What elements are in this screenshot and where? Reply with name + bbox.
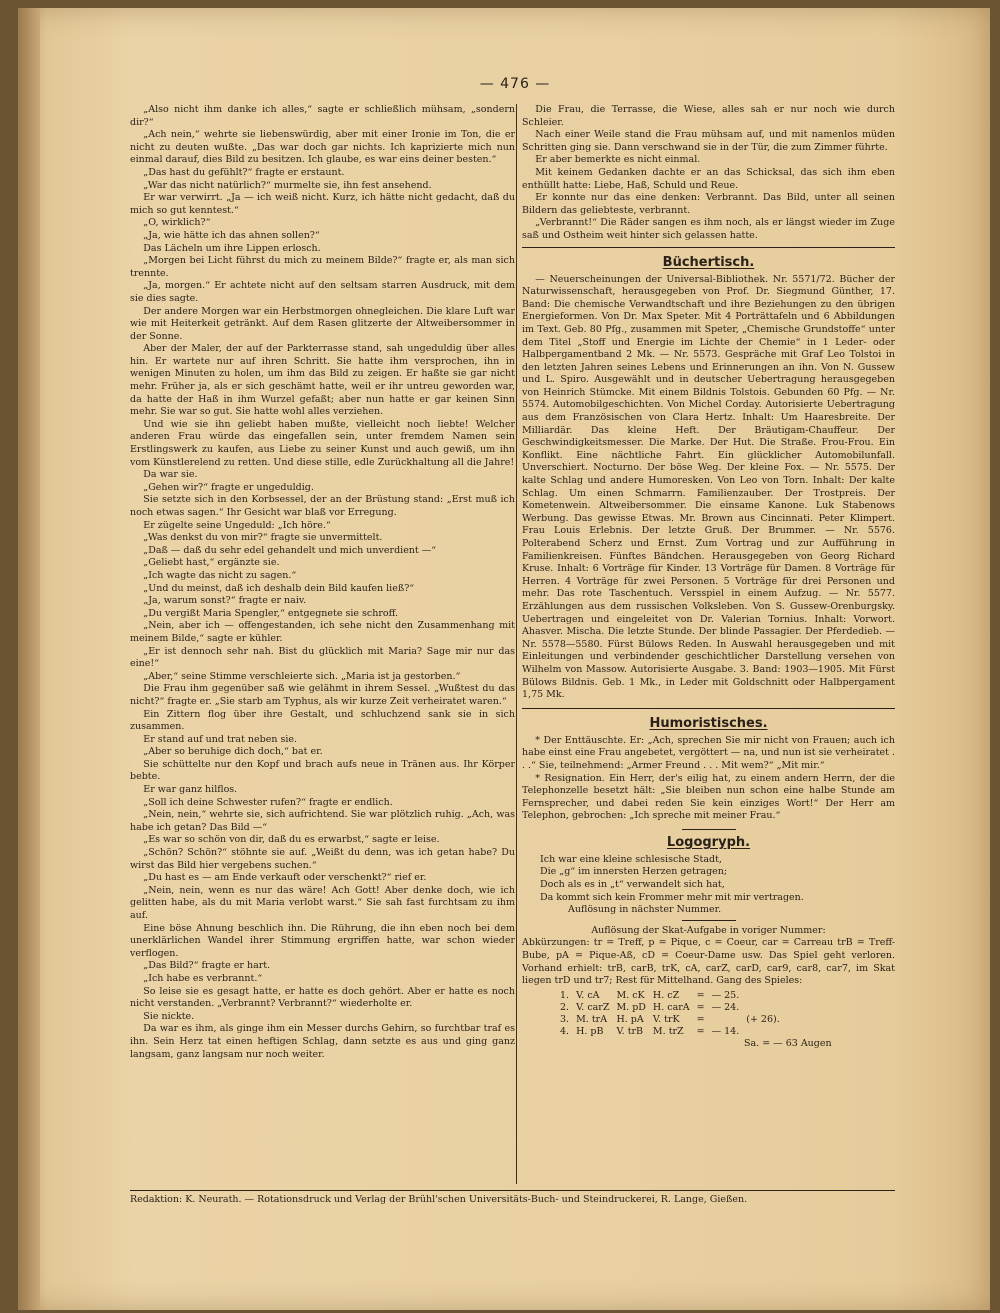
story-paragraph: „Nein, nein,“ wehrte sie, sich aufrichtend. Sie war plötzlich ruhig. „Ach, was habe ich getan? Das Bild —“ (130, 809, 515, 833)
skat-text: Abkürzungen: tr = Treff, p = Pique, c = Coeur, car = Carreau trB = Treff-Bube, pA = Pique-Aß, cD = Coeur-Dame usw. Das Spiel geht verloren. Vorhand erhielt: trB, carB, trK, cA, carZ, carD, car9, car8, car7, im Skat liegen trD und tr7; Rest für Mittelhand. Gang des Spieles: (522, 937, 895, 987)
logogriph-heading: Logogryph. (666, 834, 751, 850)
story-paragraph: „Und du meinst, daß ich deshalb dein Bild kaufen ließ?“ (143, 582, 415, 594)
section-rule (522, 247, 895, 248)
buechertisch-text: — Neuerscheinungen der Universal-Bibliothek. Nr. 5571/72. Bücher der Naturwissenschaft, herausgegeben von Prof. Dr. Siegmund Günther, 17. Band: Die chemische Verwandtschaft und ihre Beziehungen zu den übrigen Energieformen. Von Dr. Max Speter. Mit 4 Porträttafeln und 6 Abbildungen im Text. Geb. 80 Pfg., zusammen mit Speter, „Chemische Grundstoffe“ unter dem Titel „Stoff und Energie im Lichte der Chemie“ in 1 Leder- oder Halbpergamentband 2 Mk. — Nr. 5573. Gespräche mit Graf Leo Tolstoi in den letzten Jahren seines Lebens und Erinnerungen an ihn. Von N. Gussew und L. Spiro. Ausgewählt und in deutscher Uebertragung herausgegeben von Heinrich Stümcke. Mit einem Bildnis Tolstois. Gebunden 60 Pfg. — Nr. 5574. Automobilgeschichten. Von Michel Corday. Autorisierte Uebertragung aus dem Französischen von Clara Hertz. Inhalt: Um Haaresbreite. Der Milliardär. Das kleine Heft. Der Bräutigam-Chauffeur. Der Geschwindigkeitsmesser. Die Marke. Der Hut. Die Straße. Frou-Frou. Ein Konflikt. Eine nächtliche Fahrt. Ein glücklicher Automobilunfall. Unverschiert. Nocturno. Der böse Weg. Der kleine Fox. — Nr. 5575. Der kalte Schlag und andere Humoresken. Von Leo von Torn. Inhalt: Der kalte Schlag. Um einen Schmarrn. Familienzauber. Der Trostpreis. Der Kometenwein. Altweibersommer. Die einsame Kanone. Luk Stabenows Werbung. Das gewisse Etwas. Mr. Brown aus Cincinnati. Peter Klimpert. Frau Louis Erlebnis. Der letzte Gruß. Der Brummer. — Nr. 5576. Polterabend Scherz und Ernst. Zum Vortrag und zur Aufführung in Familienkreisen. Fünftes Bändchen. Herausgegeben von Georg Richard Kruse. Inhalt: 6 Vorträge für Kinder. 13 Vorträge für Damen. 8 Vorträge für Herren. 4 Vorträge für zwei Personen. 5 Vorträge für drei Personen und mehr. Das rote Taschentuch. Versspiel in einem Aufzug. — Nr. 5577. Erzählungen aus dem russischen Volksleben. Von S. Gussew-Orenburgsky. Uebertragen und eingeleitet von Dr. Valerian Tornius. Inhalt: Vorwort. Ahasver. Mischa. Die letzte Stunde. Der blinde Passagier. Der Pferdedieb. — Nr. 5578—5580. Fürst Bülows Reden. In Auswahl herausgegeben und mit Einleitungen und verbindender geschichtlicher Darstellung versehen von Wilhelm von Massow. Autorisierte Ausgabe. 3. Band: 1903—1905. Mit Fürst Bülows Bildnis. Geb. 1 Mk., in Leder mit Goldschnitt oder Halbpergament 1,75 Mk. (522, 273, 895, 701)
verse-line: Auflösung in nächster Nummer. (568, 904, 722, 916)
skat-cell: (+ 26). (746, 1013, 780, 1025)
skat-cell: 4. (560, 1025, 570, 1037)
story-paragraph: Sie schüttelte nur den Kopf und brach aufs neue in Tränen aus. Ihr Körper bebte. (130, 758, 515, 783)
story-paragraph: „Also nicht ihm danke ich alles,“ sagte er schließlich mühsam, „sondern dir?“ (130, 104, 515, 128)
story-paragraph: „Nein, aber ich — offengestanden, ich sehe nicht den Zusammenhang mit meinem Bilde,“ sagte er kühler. (130, 620, 515, 644)
story-paragraph: Er war verwirrt. „Ja — ich weiß nicht. Kurz, ich hätte nicht gedacht, daß du mich so gut kenntest.“ (130, 192, 515, 216)
story-column-left (130, 104, 515, 1186)
story-paragraph: Sie setzte sich in den Korbsessel, der an der Brüstung stand: „Erst muß ich noch etwas sagen.“ Ihr Gesicht war blaß vor Erregung. (130, 494, 515, 518)
story-paragraph: „Morgen bei Licht führst du mich zu meinem Bilde?“ fragte er, als man sich trennte. (130, 255, 515, 279)
skat-cell: — 24. (711, 1001, 740, 1013)
skat-cell: = (696, 1013, 705, 1025)
page-number: — 476 — (479, 76, 551, 92)
section-rule (682, 920, 736, 921)
story-paragraph: Er konnte nur das eine denken: Verbrannt. Das Bild, unter all seinen Bildern das geliebteste, verbrannt. (522, 192, 895, 216)
humoristisches-heading: Humoristisches. (649, 715, 768, 731)
footer-rule (130, 1190, 895, 1191)
story-paragraph: „Aber so beruhige dich doch,“ bat er. (143, 746, 323, 758)
story-paragraph: „Ich habe es verbrannt.“ (143, 972, 263, 984)
story-paragraph: Mit keinem Gedanken dachte er an das Schicksal, das sich ihm eben enthüllt hatte: Liebe, Haß, Schuld und Reue. (522, 166, 895, 191)
story-paragraph: „Ja, wie hätte ich das ahnen sollen?“ (143, 229, 320, 241)
story-paragraph: „Es war so schön von dir, daß du es erwarbst,“ sagte er leise. (143, 834, 440, 846)
story-paragraph: Er war ganz hilflos. (143, 784, 238, 796)
skat-cell: M. cK (616, 989, 645, 1001)
story-paragraph: Da war sie. (143, 469, 198, 481)
story-paragraph: „Du vergißt Maria Spengler,“ entgegnete sie schroff. (143, 607, 399, 619)
story-paragraph: Er zügelte seine Ungeduld: „Ich höre.“ (143, 519, 331, 531)
story-paragraph: „Gehen wir?“ fragte er ungeduldig. (143, 481, 314, 493)
story-paragraph: „Geliebt hast,“ ergänzte sie. (143, 557, 280, 569)
verse-line: Da kommt sich kein Frommer mehr mit mir vertragen. (540, 891, 804, 903)
binding-gutter (18, 8, 40, 1310)
story-paragraph: Er stand auf und trat neben sie. (143, 733, 298, 745)
story-paragraph: Die Frau ihm gegenüber saß wie gelähmt in ihrem Sessel. „Wußtest du das nicht?“ fragte er. „Sie starb am Typhus, als wir kurze Zeit verheiratet waren.“ (130, 683, 515, 707)
story-continuation (522, 104, 895, 243)
section-rule (522, 708, 895, 709)
column-divider (516, 104, 517, 1184)
story-paragraph: „Daß — daß du sehr edel gehandelt und mich unverdient —“ (143, 544, 437, 556)
story-paragraph: „Er ist dennoch sehr nah. Bist du glücklich mit Maria? Sage mir nur das eine!“ (130, 645, 515, 670)
skat-cell: 1. (560, 989, 570, 1001)
skat-cell: M. pD (616, 1001, 646, 1013)
skat-total: Sa. = — 63 Augen (744, 1037, 832, 1049)
skat-cell: M. trZ (652, 1025, 684, 1037)
skat-cell: V. carZ (576, 1001, 610, 1013)
story-paragraph: Ein Zittern flog über ihre Gestalt, und schluchzend sank sie in sich zusammen. (130, 708, 515, 733)
story-paragraph: „Was denkst du von mir?“ fragte sie unvermittelt. (143, 532, 383, 544)
story-paragraph: Die Frau, die Terrasse, die Wiese, alles sah er nur noch wie durch Schleier. (522, 104, 895, 128)
humor-item: * Der Enttäuschte. Er: „Ach, sprechen Sie mir nicht von Frauen; auch ich habe einst eine Frau angebetet, vergöttert — na, und nun ist sie verheiratet . . .“ Sie, teilnehmend: „Armer Freund . . . Mit wem?“ „Mit mir.“ (522, 734, 895, 771)
story-paragraph: Nach einer Weile stand die Frau mühsam auf, und mit namenlos müden Schritten ging sie. Dann verschwand sie in der Tür, die zum Zimmer führte. (522, 129, 895, 153)
humor-item: * Resignation. Ein Herr, der's eilig hat, zu einem andern Herrn, der die Telephonzelle besetzt hält: „Sie bleiben nun schon eine halbe Stunde am Fernsprecher, und dabei reden Sie kein einziges Wort!“ Der Herr am Telephon, gebrochen: „Ich spreche mit meiner Frau.“ (522, 772, 895, 822)
story-paragraph: „Aber,“ seine Stimme verschleierte sich. „Maria ist ja gestorben.“ (143, 670, 461, 682)
skat-cell: — 14. (711, 1025, 740, 1037)
verse-line: Ich war eine kleine schlesische Stadt, (540, 853, 722, 865)
skat-cell: V. trK (652, 1013, 680, 1025)
story-paragraph: Das Lächeln um ihre Lippen erlosch. (143, 242, 321, 254)
skat-title: Auflösung der Skat-Aufgabe in voriger Nummer: (591, 924, 826, 936)
skat-move-row (560, 990, 787, 1002)
skat-cell: = (696, 1025, 705, 1037)
verse-line: Doch als es in „t“ verwandelt sich hat, (540, 879, 725, 891)
verse-line: Die „g“ im innersten Herzen getragen; (540, 866, 728, 878)
skat-cell (746, 1002, 787, 1014)
skat-moves-table (560, 990, 787, 1038)
skat-cell: 3. (560, 1013, 570, 1025)
skat-cell: H. pB (576, 1025, 604, 1037)
skat-cell: V. cA (576, 989, 600, 1001)
section-rule (682, 829, 736, 830)
skat-cell (712, 1014, 747, 1026)
logogriph-verse (540, 854, 895, 917)
skat-cell (746, 990, 787, 1002)
story-paragraph: Er aber bemerkte es nicht einmal. (535, 154, 701, 166)
skat-cell: = (696, 989, 705, 1001)
story-paragraph: „Das Bild?“ fragte er hart. (143, 960, 271, 972)
skat-cell: H. cZ (652, 989, 680, 1001)
story-paragraph: „Nein, nein, wenn es nur das wäre! Ach Gott! Aber denke doch, wie ich gelitten habe, als du mit Maria verlobt warst.“ Sie sah fast furchtsam zu ihm auf. (130, 884, 515, 921)
skat-cell: H. pA (616, 1013, 644, 1025)
story-paragraph: Eine böse Ahnung beschlich ihn. Die Rührung, die ihn eben noch bei dem unerklärlichen Wandel ihrer Stimmung ergriffen hatte, war schon wieder verflogen. (130, 922, 515, 959)
skat-cell: H. carA (652, 1001, 690, 1013)
story-paragraph: „Soll ich deine Schwester rufen?“ fragte er endlich. (143, 796, 393, 808)
story-paragraph: Der andere Morgen war ein Herbstmorgen ohnegleichen. Die klare Luft war wie mit Heiterkeit getränkt. Auf dem Rasen glitzerte der Altweibersommer in der Sonne. (130, 305, 515, 342)
right-column (522, 104, 895, 1186)
story-paragraph: Aber der Maler, der auf der Parkterrasse stand, sah ungeduldig über alles hin. Er wartete nur auf ihren Schritt. Sie hatte ihm versprochen, ihn in wenigen Minuten zu holen, um ihm das Bild zu zeigen. Er haßte sie gar nicht mehr. Früher ja, als er sich geschämt hatte, weil er ihr untreu geworden war, da hatte der Haß in ihm Wurzel gefaßt; aber nun hatte er gar keinen Sinn mehr. Sie war so gut. Sie hatte wohl alles verziehen. (130, 343, 515, 418)
imprint: Redaktion: K. Neurath. — Rotationsdruck und Verlag der Brühl'schen Universitäts-Buch- und Steindruckerei, R. Lange, Gießen. (130, 1194, 748, 1205)
story-paragraph: „Das hast du gefühlt?“ fragte er erstaunt. (143, 166, 345, 178)
skat-move-row (560, 1014, 787, 1026)
skat-cell: = (696, 1001, 705, 1013)
story-paragraph: Da war es ihm, als ginge ihm ein Messer durchs Gehirn, so furchtbar traf es ihn. Sein Herz tat einen heftigen Schlag, dann setzte es aus und ging ganz langsam, ganz langsam nur noch weiter. (130, 1023, 515, 1060)
skat-cell: — 25. (711, 989, 740, 1001)
story-paragraph: „War das nicht natürlich?“ murmelte sie, ihn fest ansehend. (143, 179, 432, 191)
skat-move-row (560, 1026, 787, 1038)
story-paragraph: Und wie sie ihn geliebt haben mußte, vielleicht noch liebte! Welcher anderen Frau würde das eingefallen sein, unter fremdem Namen sein Erstlingswerk zu kaufen, aus Liebe zu seiner Kunst und auch gewiß, um ihn vom Künstlerelend zu retten. Und diese stille, edle Zurückhaltung all die Jahre! (130, 418, 515, 468)
buechertisch-heading: Büchertisch. (662, 254, 755, 270)
story-paragraph: „Ich wagte das nicht zu sagen.“ (143, 569, 297, 581)
story-paragraph: „Ach nein,“ wehrte sie liebenswürdig, aber mit einer Ironie im Ton, die er nicht zu deuten wußte. „Das war doch gar nichts. Ich kaprizierte mich nun einmal darauf, dies Bild zu besitzen. Ich glaube, es war eins deiner besten.“ (130, 129, 515, 166)
skat-move-row (560, 1002, 787, 1014)
skat-cell: M. trA (576, 1013, 608, 1025)
story-paragraph: „Verbrannt!“ Die Räder sangen es ihm noch, als er längst wieder im Zuge saß und Ostheim weit hinter sich gelassen hatte. (522, 217, 895, 241)
story-paragraph: Sie nickte. (143, 1010, 195, 1022)
story-paragraph: „Ja, morgen.“ Er achtete nicht auf den seltsam starren Ausdruck, mit dem sie dies sagte. (130, 280, 515, 304)
story-paragraph: „Schön? Schön?“ stöhnte sie auf. „Weißt du denn, was ich getan habe? Du wirst das Bild hier vergebens suchen.“ (130, 847, 515, 871)
skat-cell: 2. (560, 1001, 570, 1013)
skat-cell: V. trB (616, 1025, 644, 1037)
story-paragraph: „O, wirklich?“ (143, 217, 211, 229)
story-paragraph: „Du hast es — am Ende verkauft oder verschenkt?“ rief er. (143, 872, 427, 884)
story-paragraph: „Ja, warum sonst?“ fragte er naiv. (143, 595, 307, 607)
story-paragraph: So leise sie es gesagt hatte, er hatte es doch gehört. Aber er hatte es noch nicht verstanden. „Verbrannt? Verbrannt?“ wiederholte er. (130, 985, 515, 1010)
skat-cell (746, 1026, 787, 1038)
